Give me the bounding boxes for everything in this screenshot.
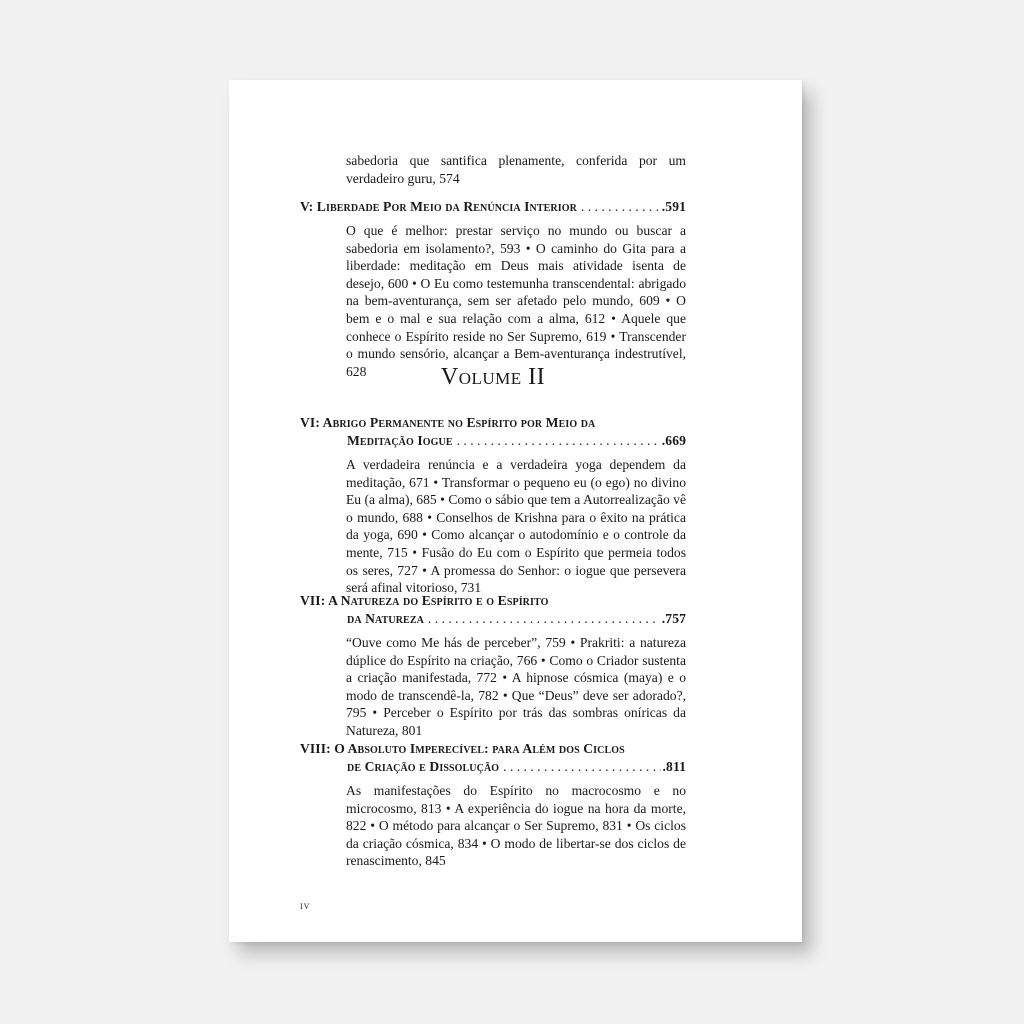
leader-dots bbox=[577, 198, 660, 216]
leader-dots bbox=[424, 610, 660, 628]
chapter-6-title bbox=[300, 414, 686, 449]
chapter-5-description: O que é melhor: prestar serviço no mundo ou buscar a sabedoria em isolamento?, 593 • O caminho do Gita para a liberdade: meditação em Deus mais atividade isenta de desejo, 600 • O Eu como testemunha transcendental: abrigado na bem-aventurança, sem ser afetado pelo mundo, 609 • O bem e o mal e sua relação com a alma, 612 • Aquele que conhece o Espírito reside no Ser Supremo, 619 • Transcender o mundo sensório, alcançar a Bem-aventurança indestrutível, 628 bbox=[346, 223, 686, 379]
chapter-5-title bbox=[300, 198, 686, 216]
leader-dots bbox=[499, 758, 660, 776]
chapter-6-title-line2: Meditação Iogue bbox=[347, 432, 453, 448]
chapter-5-page: .591 bbox=[661, 199, 686, 214]
volume-heading: Volume II bbox=[440, 364, 546, 390]
continuation-text: sabedoria que santifica plenamente, conferida por um verdadeiro guru, 574 bbox=[346, 153, 686, 186]
chapter-7-page: .757 bbox=[661, 610, 686, 626]
chapter-8-title-line1: VIII: O Absoluto Imperecível: para Além dos Ciclos bbox=[300, 741, 625, 756]
chapter-7-description: “Ouve como Me hás de perceber”, 759 • Prakriti: a natureza dúplice do Espírito na criação, 766 • Como o Criador sustenta a criação manifestada, 772 • A hipnose cósmica (maya) e o modo de transcendê-la, 782 • Que “Deus” deve ser adorado?, 795 • Perceber o Espírito por trás das sombras oníricas da Natureza, 801 bbox=[346, 635, 686, 738]
chapter-8-title bbox=[300, 740, 686, 775]
chapter-6-description: A verdadeira renúncia e a verdadeira yoga dependem da meditação, 671 • Transformar o pequeno eu (o ego) no divino Eu (a alma), 685 • Como o sábio que tem a Autorrealização vê o mundo, 688 • Conselhos de Krishna para o êxito na prática da yoga, 690 • Como alcançar o autodomínio e o controle da mente, 715 • Fusão do Eu com o Espírito que permeia todos os seres, 727 • A promessa do Senhor: o iogue que persevera será afinal vitorioso, 731 bbox=[346, 457, 686, 596]
chapter-7-title-line2: da Natureza bbox=[347, 610, 424, 626]
chapter-6-page: .669 bbox=[661, 432, 686, 448]
page-number: iv bbox=[300, 900, 311, 912]
chapter-8-title-line2: de Criação e Dissolução bbox=[347, 758, 500, 774]
chapter-8-page: .811 bbox=[662, 758, 686, 774]
chapter-8-description: As manifestações do Espírito no macrocosmo e no microcosmo, 813 • A experiência do iogue na hora da morte, 822 • O método para alcançar o Ser Supremo, 831 • Os ciclos da criação cósmica, 834 • O modo de libertar-se dos ciclos de renascimento, 845 bbox=[346, 783, 686, 869]
chapter-6-title-line1: VI: Abrigo Permanente no Espírito por Meio da bbox=[300, 415, 596, 430]
chapter-5-title-text: V: Liberdade Por Meio da Renúncia Interior bbox=[300, 199, 577, 214]
chapter-7-title bbox=[300, 592, 686, 627]
leader-dots bbox=[453, 432, 660, 450]
chapter-7-title-line1: VII: A Natureza do Espírito e o Espírito bbox=[300, 593, 549, 608]
